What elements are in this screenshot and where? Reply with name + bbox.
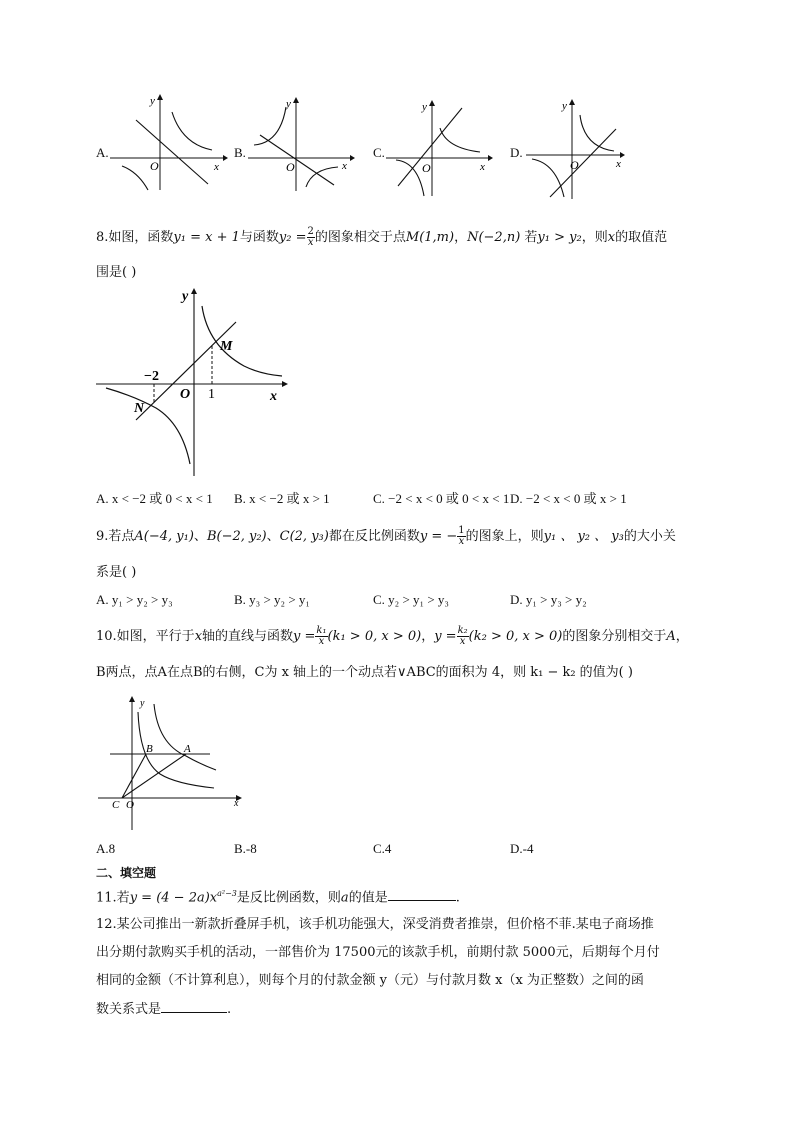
answer-blank[interactable]	[388, 900, 456, 901]
option-a-label: A.	[96, 145, 109, 160]
q9-option-d: D. y₁ > y₃ > y₂	[510, 592, 587, 607]
svg-text:y: y	[182, 289, 189, 304]
svg-text:x: x	[342, 160, 347, 172]
question-12-line4: 数关系式是 .	[96, 1002, 232, 1017]
question-10-line1: 10.如图，平行于x轴的直线与函数y = $\frac{\text{k₁}}{x}$ (k₁ > 0, x > 0)，y = $\frac{\text{k₂}}{x}$ (k₂ > 0, x > 0)的图象分别相交于A，	[96, 625, 689, 647]
point-m-label: M	[220, 339, 233, 354]
question-10-graph	[96, 694, 246, 832]
origin-label: O	[150, 159, 159, 173]
q8-option-a: A. x < −2 或 0 < x < 1	[96, 491, 213, 506]
svg-text:y: y	[286, 98, 291, 110]
svg-text:y: y	[140, 698, 145, 709]
neg-two-label: −2	[144, 369, 159, 384]
q10-option-d: D.-4	[510, 841, 534, 856]
section-title: 二、填空题	[96, 866, 157, 880]
option-a-graph	[108, 92, 228, 192]
fraction: $\frac{2}{x}$	[307, 226, 314, 248]
question-8-line2: 围是( )	[96, 265, 137, 280]
q10-option-c: C.4	[373, 841, 392, 856]
svg-text:y: y	[422, 101, 427, 113]
q8-option-d: D. −2 < x < 0 或 x > 1	[510, 491, 627, 506]
q10-option-b: B.-8	[234, 841, 257, 856]
point-b-label: B	[146, 743, 153, 755]
svg-text:x: x	[480, 161, 485, 173]
svg-text:x: x	[234, 798, 239, 809]
q9-option-b: B. y₃ > y₂ > y₁	[234, 592, 310, 607]
svg-text:1: 1	[208, 387, 215, 402]
svg-text:O: O	[570, 158, 579, 172]
q8-option-c: C. −2 < x < 0 或 0 < x < 1	[373, 491, 510, 506]
point-c-label: C	[112, 799, 120, 811]
svg-text:O: O	[126, 799, 134, 811]
question-12-line1: 12.某公司推出一新款折叠屏手机，该手机功能强大，深受消费者推崇，但价格不菲.某电子商场推	[96, 917, 654, 932]
svg-text:y: y	[562, 100, 567, 112]
question-12-line2: 出分期付款购买手机的活动，一部售价为 17500元的该款手机，前期付款 5000元，后期每个月付	[96, 945, 660, 960]
question-11: 11.若$y = (4 - 2a)x^{a^2-3}$是反比例函数，则a的值是 .	[96, 889, 460, 906]
option-d-label: D.	[510, 145, 523, 160]
q9-option-a: A. y₁ > y₂ > y₃	[96, 592, 173, 607]
x-axis-label: x	[214, 161, 219, 173]
svg-text:O: O	[422, 161, 431, 175]
question-12-line3: 相同的金额（不计算利息），则每个月的付款金额 y（元）与付款月数 x（x 为正整数）之间的函	[96, 973, 644, 988]
q10-option-a: A.8	[96, 841, 116, 856]
option-c-graph	[384, 98, 494, 198]
answer-blank[interactable]	[161, 1012, 227, 1013]
question-9-line1: 9.若点A(−4, y₁)、B(−2, y₂)、C(2, y₃)都在反比例函数y = − $\frac{1}{x}$ 的图象上，则y₁ 、 y₂ 、 y₃的大小关	[96, 525, 676, 547]
svg-text:O: O	[286, 160, 295, 174]
point-a-label: A	[184, 743, 191, 755]
q8-option-b: B. x < −2 或 x > 1	[234, 491, 330, 506]
question-10-line2: B两点，点A在点B的右侧，C为 x 轴上的一个动点若∨ABC的面积为 4，则 k₁ − k₂ 的值为( )	[96, 665, 633, 680]
option-b-label: B.	[234, 145, 246, 160]
y-axis-label: y	[150, 95, 155, 107]
point-n-label: N	[134, 401, 145, 416]
option-c-label: C.	[373, 145, 385, 160]
svg-text:x: x	[270, 389, 277, 404]
option-b-graph	[246, 95, 356, 195]
option-d-graph	[524, 97, 634, 201]
svg-text:x: x	[616, 158, 621, 170]
question-9-line2: 系是( )	[96, 565, 137, 580]
question-8-graph	[94, 284, 294, 480]
q9-option-c: C. y₂ > y₁ > y₃	[373, 592, 449, 607]
question-8-line1: 8.如图，函数y₁ = x + 1与函数y₂ = $\frac{2}{x}$ 的图象相交于点M(1,m)，N(−2,n) 若y₁ > y₂，则x的取值范	[96, 226, 668, 248]
svg-text:O: O	[180, 387, 191, 402]
